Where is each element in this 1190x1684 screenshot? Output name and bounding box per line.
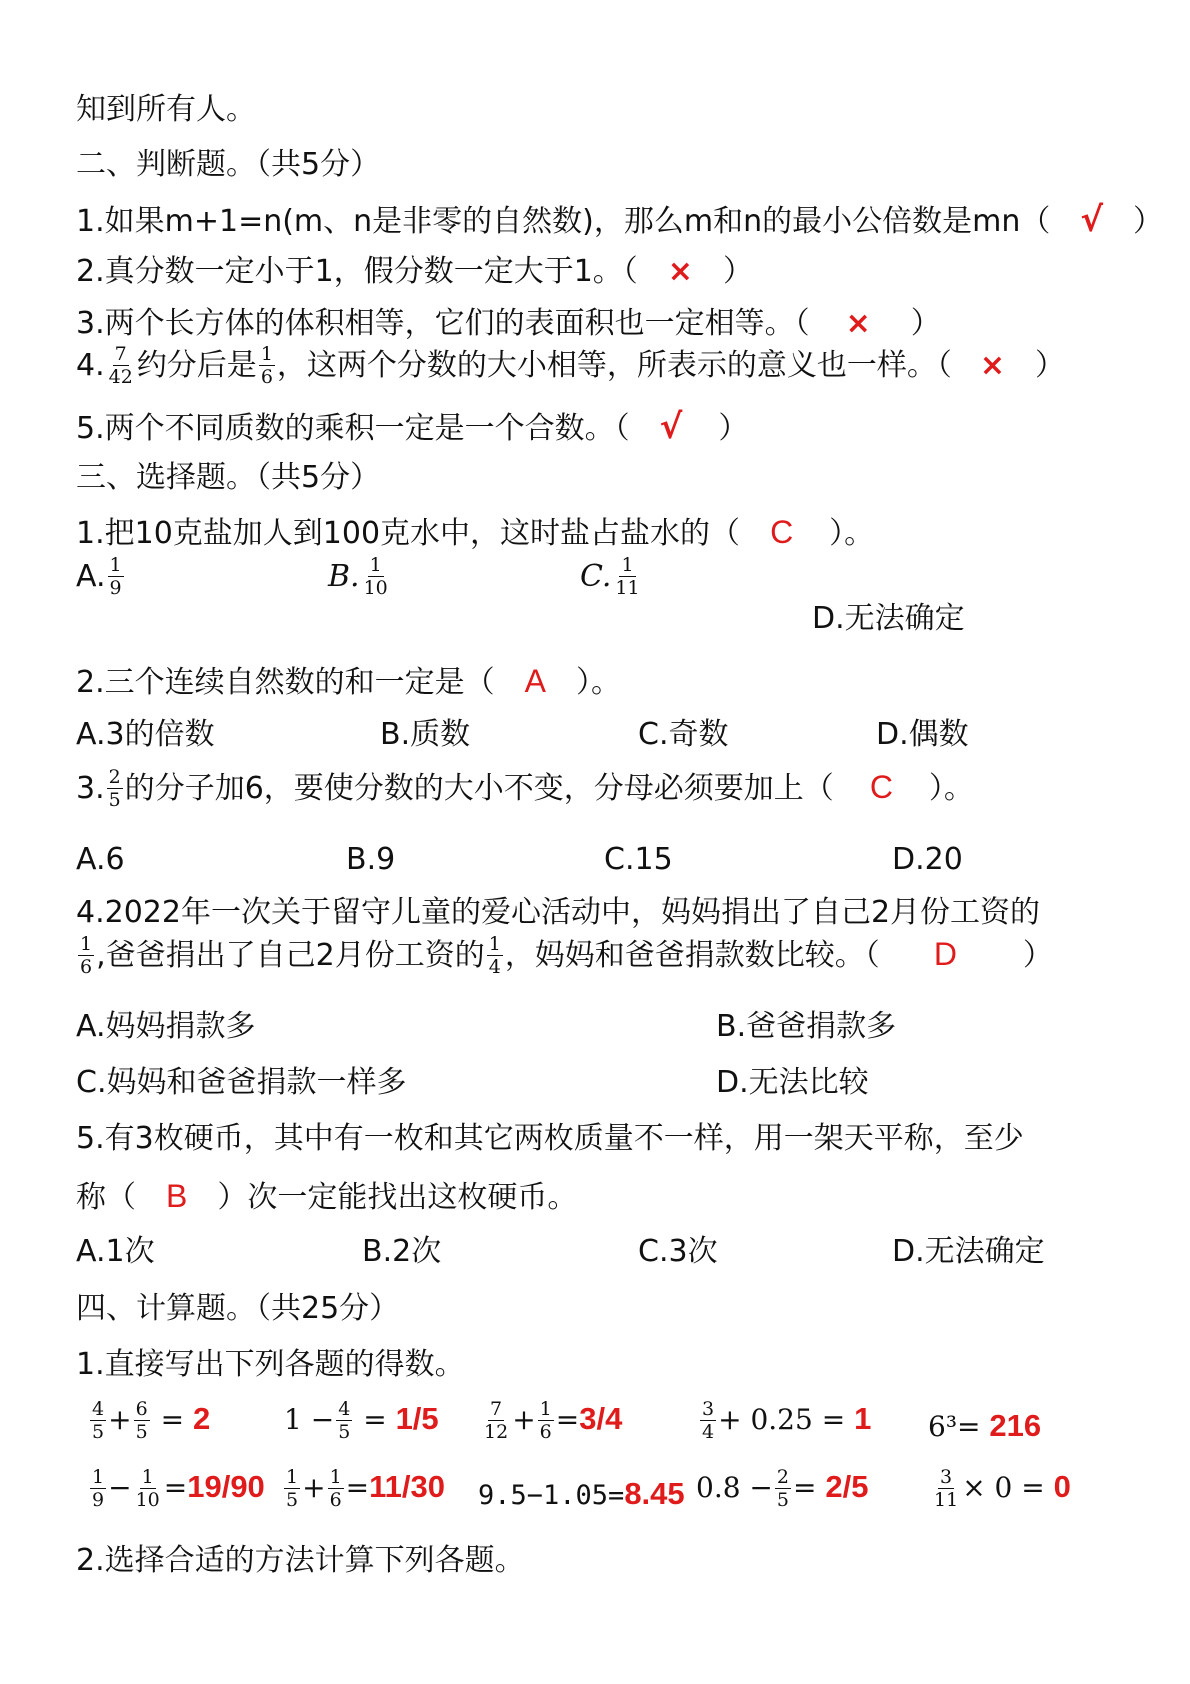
s3-question-1: [76, 516, 874, 549]
cross-mark-icon: ×: [667, 254, 693, 289]
s3-q5-option-b: B.2次: [362, 1234, 442, 1269]
calc-item: $\frac{7}{12}$ + $\frac{1}{6}$ =3/4: [484, 1398, 623, 1444]
s3-q2-option-b: B.质数: [380, 717, 471, 752]
calc-answer: 2: [192, 1400, 211, 1436]
answer-letter: A: [524, 663, 546, 699]
s3-q1-close: ）。: [829, 516, 875, 551]
s2-q5-text: 5.两个不同质数的乘积一定是一个合数。（: [76, 411, 630, 446]
check-mark-icon: √: [1080, 200, 1104, 240]
s3-q2-option-d: D.偶数: [876, 717, 969, 752]
calc-answer: 11/30: [369, 1468, 445, 1504]
s3-q4-option-c: C.妈妈和爸爸捐款一样多: [76, 1065, 407, 1100]
calc-answer: 3/4: [579, 1400, 623, 1436]
s3-q2-text: 2.三个连续自然数的和一定是（: [76, 665, 495, 700]
s3-q2-option-c: C.奇数: [638, 717, 729, 752]
s3-q2-option-a: A.3的倍数: [76, 717, 215, 752]
s3-question-2: [76, 665, 621, 698]
s2-question-3: [76, 306, 941, 341]
s3-q3-option-b: B.9: [346, 842, 396, 877]
fraction: $\frac{1}{4}$: [488, 933, 501, 979]
s2-q2-close: ）: [722, 254, 753, 289]
s3-question-4-line2: $\frac{1}{6}$ ,爸爸捐出了自己2月份工资的 $\frac{1}{4}$ ，妈妈和爸爸捐款数比较。（ D ）: [80, 933, 1053, 979]
s3-q3-option-c: C.15: [604, 842, 673, 877]
calc-answer: 8.45: [624, 1476, 685, 1511]
calc-item: $\frac{4}{5}$ + $\frac{6}{5}$ = 2: [92, 1398, 211, 1444]
calc-item: 6³= 216: [928, 1408, 1042, 1443]
s3-q1-text: 1.把10克盐加人到100克水中，这时盐占盐水的（: [76, 516, 741, 551]
s2-q3-text: 3.两个长方体的体积相等，它们的表面积也一定相等。（: [76, 306, 810, 341]
cross-mark-icon: ×: [845, 306, 871, 341]
fraction: $\frac{1}{6}$: [80, 933, 93, 979]
s3-question-5-line2: 称（ B ）次一定能找出这枚硬币。: [76, 1178, 578, 1215]
s3-question-3: 3. $\frac{2}{5}$ 的分子加6，要使分数的大小不变，分母必须要加上（ C ）。: [76, 766, 974, 812]
s2-q4-close: ）: [1035, 347, 1066, 383]
s3-q1-option-c: C. $\frac{1}{11}$: [580, 554, 640, 600]
section4-title: 四、计算题。（共25分）: [76, 1291, 400, 1326]
calc-item: 0.8 − $\frac{2}{5}$ = 2/5: [696, 1466, 869, 1512]
calc-answer: 216: [989, 1408, 1042, 1443]
s3-q1-option-a: A. $\frac{1}{9}$: [76, 554, 122, 600]
s3-q3-close: ）。: [928, 770, 974, 806]
answer-letter: C: [869, 768, 893, 805]
s3-q3-option-d: D.20: [892, 842, 963, 877]
section2-title: 二、判断题。（共5分）: [76, 147, 381, 182]
calc-answer: 19/90: [187, 1468, 265, 1504]
calc-item: $\frac{1}{5}$ + $\frac{1}{6}$ =11/30: [286, 1466, 445, 1512]
s3-q1-option-d: D.无法确定: [812, 601, 965, 636]
s4-question-1-title: 1.直接写出下列各题的得数。: [76, 1347, 465, 1382]
answer-letter: C: [770, 514, 794, 550]
s3-q3-option-a: A.6: [76, 842, 125, 877]
calc-answer: 0: [1053, 1468, 1071, 1504]
s3-q4-option-a: A.妈妈捐款多: [76, 1009, 256, 1044]
s3-question-4-line1: 4.2022年一次关于留守儿童的爱心活动中，妈妈捐出了自己2月份工资的: [76, 895, 1041, 930]
s2-question-4: [76, 345, 1065, 388]
check-mark-icon: √: [659, 407, 683, 447]
calc-answer: 1/5: [395, 1400, 439, 1436]
calc-item: $\frac{1}{9}$ − $\frac{1}{10}$ =19/90: [92, 1466, 265, 1512]
s2-q1-close: ）: [1133, 204, 1164, 239]
s2-q4-prefix: 4.: [76, 347, 105, 383]
cross-mark-icon: ×: [979, 347, 1006, 383]
s4-question-2-title: 2.选择合适的方法计算下列各题。: [76, 1543, 525, 1578]
answer-letter: D: [933, 935, 957, 972]
s3-q3-text: 的分子加6，要使分数的大小不变，分母必须要加上（: [124, 770, 834, 806]
s3-q5-option-d: D.无法确定: [892, 1234, 1045, 1269]
section3-title: 三、选择题。（共5分）: [76, 460, 381, 495]
s2-q4-mid: 约分后是: [136, 347, 257, 383]
s3-q4-option-b: B.爸爸捐款多: [716, 1009, 897, 1044]
s2-q5-close: ）: [718, 411, 749, 446]
calc-item: $\frac{3}{11}$ × 0 = 0: [934, 1466, 1071, 1512]
calc-item: 1 − $\frac{4}{5}$ = 1/5: [284, 1398, 439, 1444]
s3-q5-option-c: C.3次: [638, 1234, 718, 1269]
fraction: $\frac{2}{5}$: [108, 766, 121, 812]
answer-letter: B: [166, 1178, 188, 1214]
calc-answer: 2/5: [825, 1468, 869, 1504]
calc-answer: 1: [854, 1400, 872, 1436]
fraction: $\frac{7}{42}$: [108, 343, 133, 389]
s2-q2-text: 2.真分数一定小于1，假分数一定大于1。（: [76, 254, 638, 289]
s2-question-2: [76, 254, 753, 289]
s3-q4-option-d: D.无法比较: [716, 1065, 869, 1100]
fraction: $\frac{1}{6}$: [260, 343, 273, 389]
s3-question-5-line1: 5.有3枚硬币，其中有一枚和其它两枚质量不一样，用一架天平称，至少: [76, 1121, 1024, 1156]
s3-q5-option-a: A.1次: [76, 1234, 155, 1269]
s2-q3-close: ）: [910, 306, 941, 341]
s3-q1-option-b: B. $\frac{1}{10}$: [328, 554, 388, 600]
calc-item: $\frac{3}{4}$ + 0.25 = 1: [702, 1398, 872, 1444]
intro-tail: 知到所有人。: [76, 92, 256, 127]
s2-q1-text: 1.如果m+1=n(m、n是非零的自然数)，那么m和n的最小公倍数是mn（: [76, 204, 1051, 239]
s3-q2-close: ）。: [575, 665, 621, 700]
s2-q4-text: ，这两个分数的大小相等，所表示的意义也一样。（: [276, 347, 952, 383]
s2-question-1: [76, 200, 1164, 240]
s2-question-5: [76, 407, 749, 447]
calc-item: 9.5−1.05=8.45: [478, 1476, 685, 1511]
